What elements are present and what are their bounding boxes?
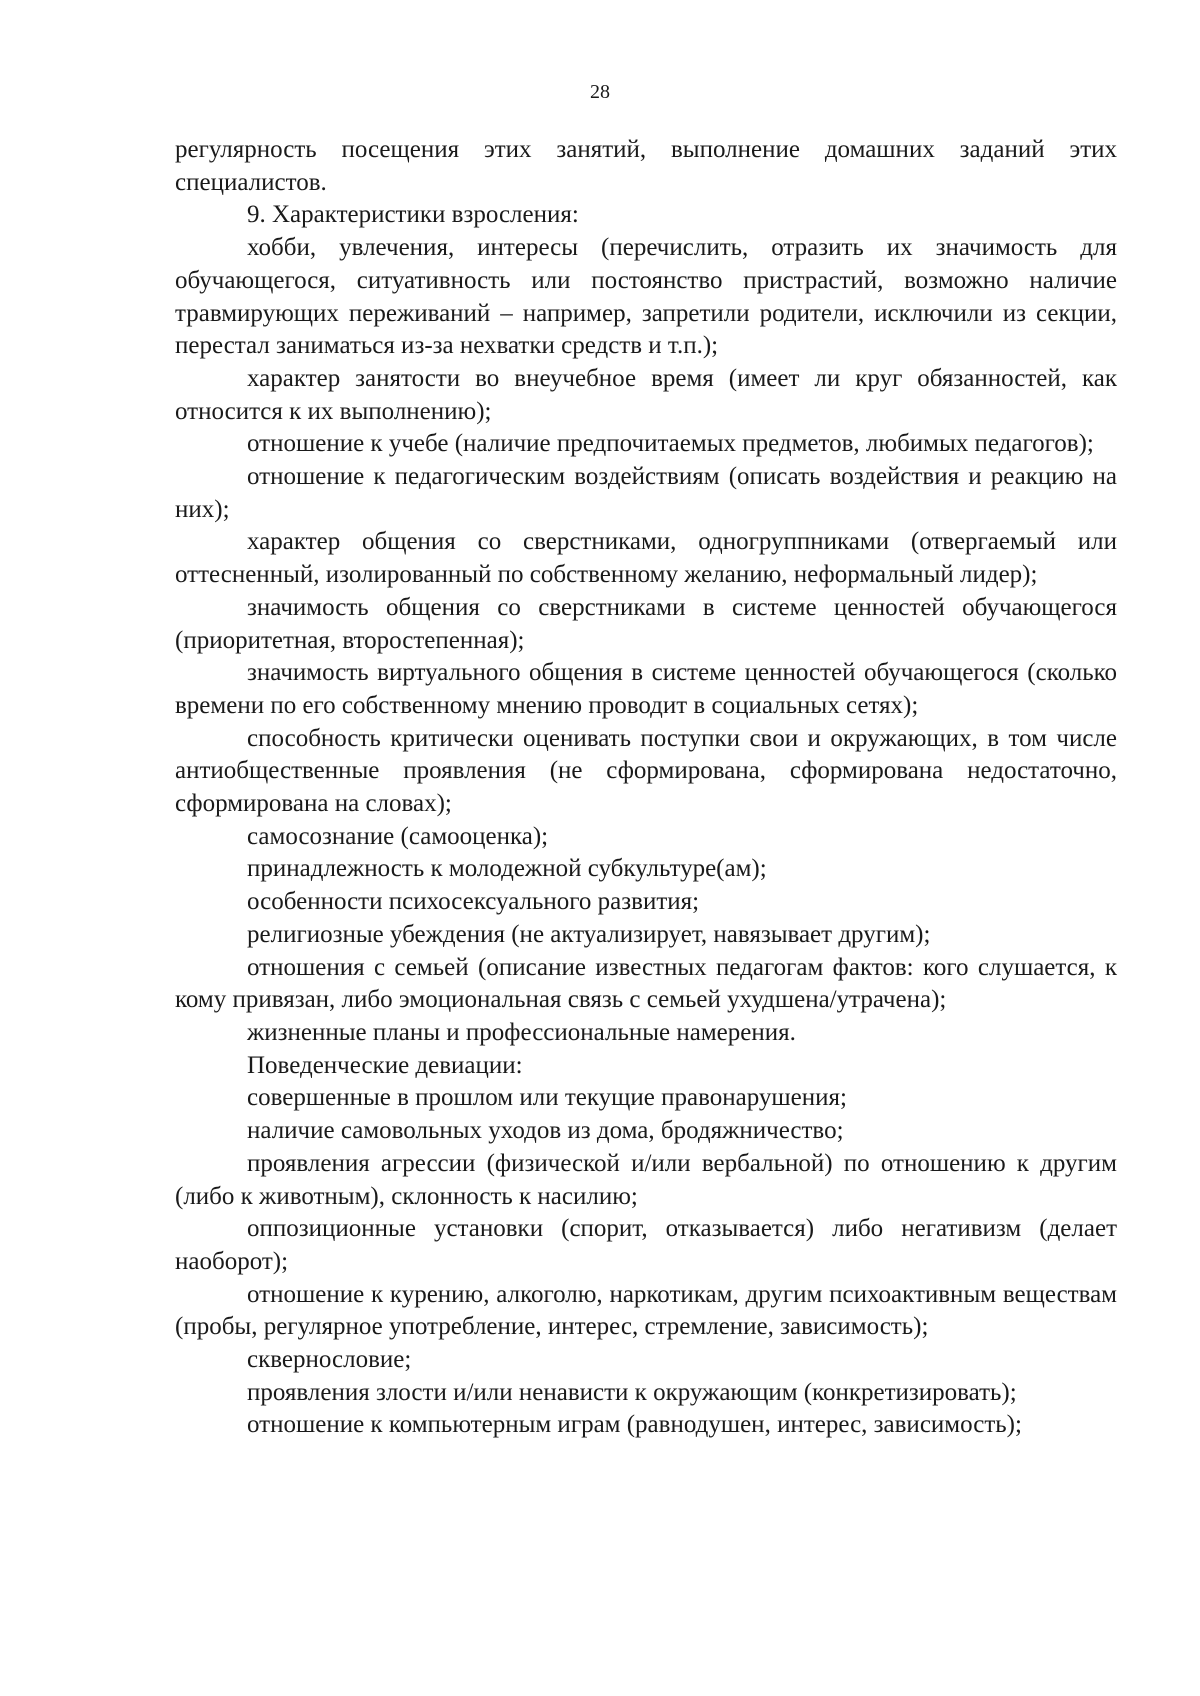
list-item-virtual-communication: значимость виртуального общения в системе ценностей обучающегося (сколько времени по его собственному мнению проводит в социальных сетях);	[175, 659, 1117, 719]
list-item-running-away: наличие самовольных уходов из дома, бродяжничество;	[247, 1117, 844, 1145]
subheading-behavioral-deviations: Поведенческие девиации:	[247, 1051, 523, 1079]
list-item-substances: отношение к курению, алкоголю, наркотикам, другим психоактивным веществам (пробы, регулярное употребление, интерес, стремление, зависимость);	[175, 1280, 1117, 1341]
list-item-peer-significance: значимость общения со сверстниками в системе ценностей обучающегося (приоритетная, второстепенная);	[175, 593, 1117, 654]
list-item-profanity: сквернословие;	[247, 1346, 412, 1374]
list-item-computer-games: отношение к компьютерным играм (равнодушен, интерес, зависимость);	[247, 1411, 1022, 1439]
list-item-attitude-study: отношение к учебе (наличие предпочитаемых предметов, любимых педагогов);	[247, 430, 1094, 458]
list-item-offenses: совершенные в прошлом или текущие правонарушения;	[247, 1084, 847, 1112]
list-item-critical-assessment: способность критически оценивать поступки свои и окружающих, в том числе антиобщественные проявления (не сформирована, сформирована недостаточно, сформирована на словах);	[175, 724, 1117, 818]
list-item-family-relations: отношения с семьей (описание известных педагогам фактов: кого слушается, к кому привязан, либо эмоциональная связь с семьей ухудшена/утрачена);	[175, 953, 1117, 1014]
paragraph-continuation: регулярность посещения этих занятий, выполнение домашних заданий этих специалистов.	[175, 136, 1117, 196]
page-number: 28	[590, 81, 610, 103]
list-item-extracurricular: характер занятости во внеучебное время (имеет ли круг обязанностей, как относится к их выполнению);	[175, 364, 1117, 425]
list-item-religious: религиозные убеждения (не актуализирует, навязывает другим);	[247, 920, 931, 948]
section-heading-9: 9. Характеристики взросления:	[247, 201, 579, 229]
list-item-subculture: принадлежность к молодежной субкультуре(ам);	[247, 855, 767, 883]
list-item-psychosexual: особенности психосексуального развития;	[247, 888, 700, 916]
list-item-oppositional: оппозиционные установки (спорит, отказывается) либо негативизм (делает наоборот);	[175, 1215, 1117, 1275]
list-item-life-plans: жизненные планы и профессиональные намерения.	[247, 1018, 796, 1046]
list-item-anger: проявления злости и/или ненависти к окружающим (конкретизировать);	[247, 1378, 1017, 1406]
list-item-peer-communication: характер общения со сверстниками, одногруппниками (отвергаемый или оттесненный, изолированный по собственному желанию, неформальный лидер);	[175, 528, 1117, 589]
list-item-pedagogical-influence: отношение к педагогическим воздействиям (описать воздействия и реакцию на них);	[175, 463, 1117, 523]
body-text	[175, 134, 1117, 1442]
list-item-self-awareness: самосознание (самооценка);	[247, 822, 549, 850]
list-item-aggression: проявления агрессии (физической и/или вербальной) по отношению к другим (либо к животным), склонность к насилию;	[175, 1149, 1117, 1210]
list-item-hobbies: хобби, увлечения, интересы (перечислить, отразить их значимость для обучающегося, ситуативность или постоянство пристрастий, возможно наличие травмирующих переживаний – например, запретили родители, исключили из секции, перестал заниматься из-за нехватки средств и т.п.);	[175, 234, 1117, 360]
